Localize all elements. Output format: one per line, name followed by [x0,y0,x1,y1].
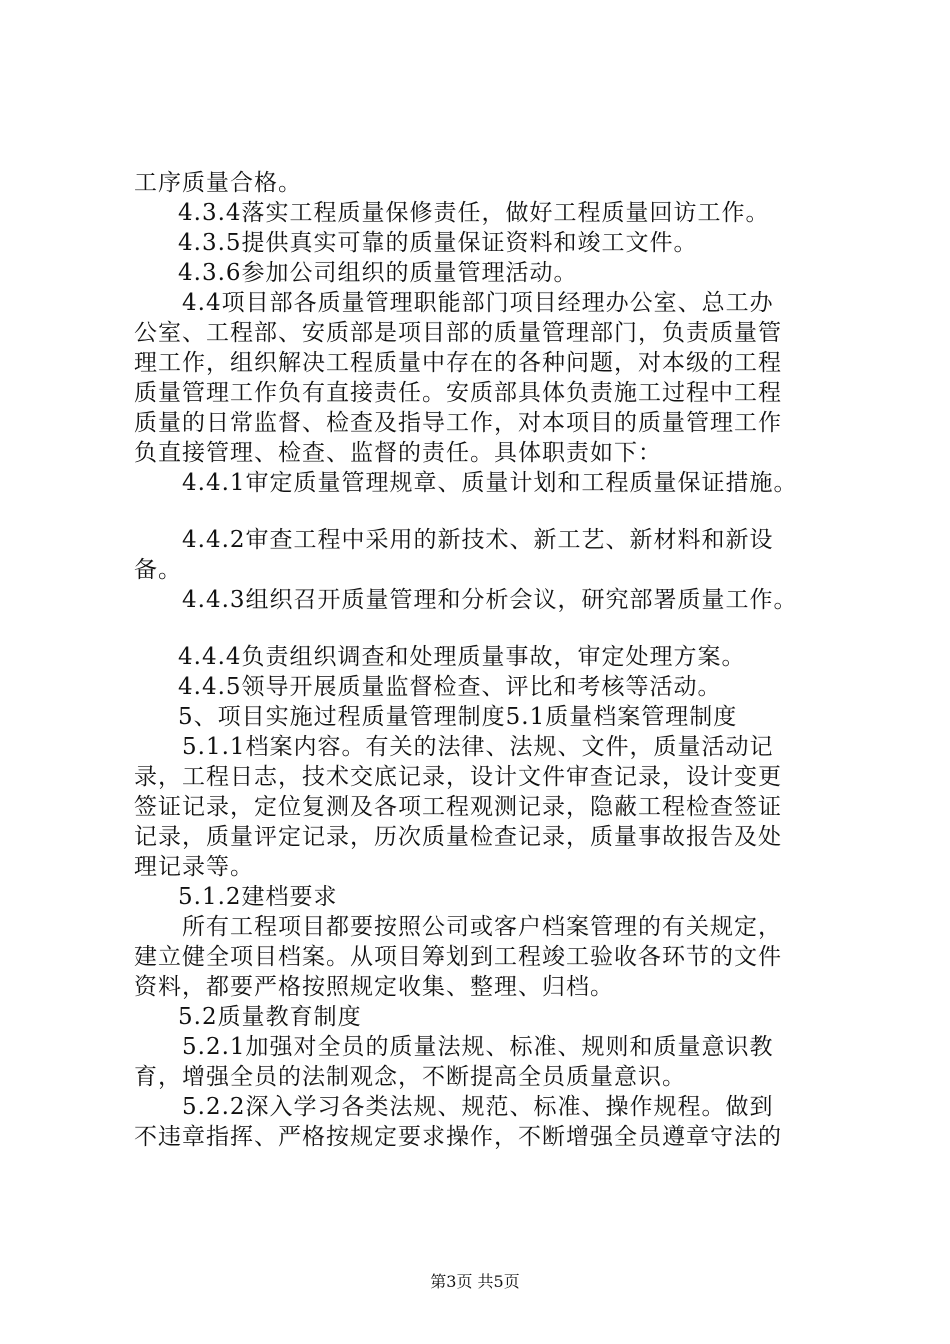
text-line: 所有工程项目都要按照公司或客户档案管理的有关规定， [182,914,782,940]
paragraph-gap [134,498,834,525]
document-body [134,168,834,1152]
text-line: 工序质量合格。 [134,170,302,196]
text-line: 负直接管理、检查、监督的责任。具体职责如下： [134,440,662,466]
text-line: 公室、工程部、安质部是项目部的质量管理部门，负责质量管 [134,320,782,346]
text-line: 4.4.3组织召开质量管理和分析会议，研究部署质量工作。 [182,587,798,613]
text-line: 4.3.4落实工程质量保修责任，做好工程质量回访工作。 [178,200,770,226]
text-line: 签证记录，定位复测及各项工程观测记录，隐蔽工程检查签证 [134,794,782,820]
text-line: 4.4项目部各质量管理职能部门项目经理办公室、总工办 [182,290,774,316]
text-line: 不违章指挥、严格按规定要求操作，不断增强全员遵章守法的 [134,1124,782,1150]
paragraph-gap [134,615,834,642]
text-line: 5.1.2建档要求 [178,884,338,910]
text-line: 4.3.6参加公司组织的质量管理活动。 [178,260,578,286]
text-line: 理工作，组织解决工程质量中存在的各种问题，对本级的工程 [134,350,782,376]
text-line: 5.2.2深入学习各类法规、规范、标准、操作规程。做到 [182,1094,774,1120]
text-line: 质量的日常监督、检查及指导工作，对本项目的质量管理工作 [134,410,782,436]
text-line: 4.3.5提供真实可靠的质量保证资料和竣工文件。 [178,230,698,256]
text-line: 育，增强全员的法制观念，不断提高全员质量意识。 [134,1064,686,1090]
text-line: 资料，都要严格按照规定收集、整理、归档。 [134,974,614,1000]
text-line: 备。 [134,557,182,583]
text-line: 记录，质量评定记录，历次质量检查记录，质量事故报告及处 [134,824,782,850]
text-line: 5.2.1加强对全员的质量法规、标准、规则和质量意识教 [182,1034,774,1060]
text-line: 录，工程日志，技术交底记录，设计文件审查记录，设计变更 [134,764,782,790]
text-line: 4.4.4负责组织调查和处理质量事故，审定处理方案。 [178,644,746,670]
text-line: 建立健全项目档案。从项目筹划到工程竣工验收各环节的文件 [134,944,782,970]
text-line: 理记录等。 [134,854,254,880]
text-line: 5.1.1档案内容。有关的法律、法规、文件，质量活动记 [182,734,774,760]
text-line: 4.4.1审定质量管理规章、质量计划和工程质量保证措施。 [182,470,798,496]
text-line: 5、项目实施过程质量管理制度5.1质量档案管理制度 [178,704,738,730]
text-line: 4.4.5领导开展质量监督检查、评比和考核等活动。 [178,674,722,700]
text-line: 5.2质量教育制度 [178,1004,362,1030]
text-line: 质量管理工作负有直接责任。安质部具体负责施工过程中工程 [134,380,782,406]
text-line: 4.4.2审查工程中采用的新技术、新工艺、新材料和新设 [182,527,774,553]
page-footer: 第3页 共5页 [430,1272,520,1291]
